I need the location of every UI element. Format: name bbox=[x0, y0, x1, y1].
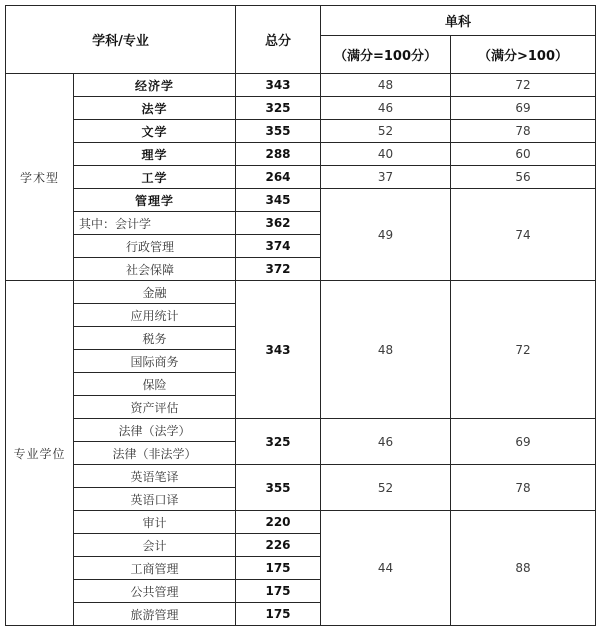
cell-total: 325 bbox=[236, 419, 321, 465]
cell-subject: 英语口译 bbox=[74, 488, 236, 511]
cell-single-100: 48 bbox=[321, 281, 451, 419]
cell-single-over: 78 bbox=[451, 465, 596, 511]
header-fullscore-over-100: （满分>100） bbox=[451, 36, 596, 74]
cell-total: 220 bbox=[236, 511, 321, 534]
cell-subject: 其中：会计学 bbox=[74, 212, 236, 235]
table-row bbox=[6, 281, 596, 304]
cell-total: 226 bbox=[236, 534, 321, 557]
cell-single-over: 69 bbox=[451, 97, 596, 120]
cell-subject: 理学 bbox=[74, 143, 236, 166]
table-row bbox=[6, 120, 596, 143]
cell-total: 372 bbox=[236, 258, 321, 281]
header-single-subject: 单科 bbox=[321, 6, 596, 36]
cell-subject: 法律（非法学） bbox=[74, 442, 236, 465]
table-row bbox=[6, 511, 596, 534]
cell-subject: 社会保障 bbox=[74, 258, 236, 281]
cell-single-100: 52 bbox=[321, 465, 451, 511]
cell-subject: 税务 bbox=[74, 327, 236, 350]
table-row bbox=[6, 143, 596, 166]
cell-single-over: 69 bbox=[451, 419, 596, 465]
cell-subject: 工学 bbox=[74, 166, 236, 189]
cell-single-over: 74 bbox=[451, 189, 596, 281]
table-row bbox=[6, 465, 596, 488]
cell-single-100: 48 bbox=[321, 74, 451, 97]
cell-subject: 英语笔译 bbox=[74, 465, 236, 488]
cell-single-over: 78 bbox=[451, 120, 596, 143]
cell-single-100: 44 bbox=[321, 511, 451, 626]
group-professional: 专业学位 bbox=[6, 281, 74, 626]
cell-single-100: 37 bbox=[321, 166, 451, 189]
header-subject-major: 学科/专业 bbox=[6, 6, 236, 74]
cell-total: 343 bbox=[236, 74, 321, 97]
cell-total: 175 bbox=[236, 557, 321, 580]
admission-score-table bbox=[5, 5, 596, 626]
cell-single-100: 40 bbox=[321, 143, 451, 166]
cell-subject: 审计 bbox=[74, 511, 236, 534]
cell-single-over: 60 bbox=[451, 143, 596, 166]
cell-subject: 国际商务 bbox=[74, 350, 236, 373]
cell-total: 264 bbox=[236, 166, 321, 189]
cell-subject: 文学 bbox=[74, 120, 236, 143]
cell-subject: 应用统计 bbox=[74, 304, 236, 327]
cell-subject: 法律（法学） bbox=[74, 419, 236, 442]
cell-single-100: 52 bbox=[321, 120, 451, 143]
cell-single-over: 72 bbox=[451, 281, 596, 419]
cell-total: 343 bbox=[236, 281, 321, 419]
cell-single-100: 49 bbox=[321, 189, 451, 281]
table-row bbox=[6, 74, 596, 97]
cell-total: 362 bbox=[236, 212, 321, 235]
cell-total: 175 bbox=[236, 603, 321, 626]
cell-total: 325 bbox=[236, 97, 321, 120]
table-row bbox=[6, 189, 596, 212]
cell-subject: 公共管理 bbox=[74, 580, 236, 603]
table-row bbox=[6, 419, 596, 442]
cell-subject: 工商管理 bbox=[74, 557, 236, 580]
cell-single-over: 88 bbox=[451, 511, 596, 626]
cell-subject: 保险 bbox=[74, 373, 236, 396]
cell-single-over: 72 bbox=[451, 74, 596, 97]
cell-subject: 行政管理 bbox=[74, 235, 236, 258]
cell-total: 288 bbox=[236, 143, 321, 166]
cell-subject: 管理学 bbox=[74, 189, 236, 212]
cell-single-over: 56 bbox=[451, 166, 596, 189]
cell-subject: 法学 bbox=[74, 97, 236, 120]
header-total-score: 总分 bbox=[236, 6, 321, 74]
group-academic: 学术型 bbox=[6, 74, 74, 281]
cell-total: 355 bbox=[236, 120, 321, 143]
cell-subject: 会计 bbox=[74, 534, 236, 557]
cell-single-100: 46 bbox=[321, 419, 451, 465]
cell-total: 345 bbox=[236, 189, 321, 212]
cell-total: 175 bbox=[236, 580, 321, 603]
cell-subject: 经济学 bbox=[74, 74, 236, 97]
cell-total: 355 bbox=[236, 465, 321, 511]
cell-subject: 金融 bbox=[74, 281, 236, 304]
cell-total: 374 bbox=[236, 235, 321, 258]
cell-single-100: 46 bbox=[321, 97, 451, 120]
table-row bbox=[6, 166, 596, 189]
cell-subject: 旅游管理 bbox=[74, 603, 236, 626]
header-fullscore-100: （满分=100分） bbox=[321, 36, 451, 74]
cell-subject: 资产评估 bbox=[74, 396, 236, 419]
table-row bbox=[6, 97, 596, 120]
